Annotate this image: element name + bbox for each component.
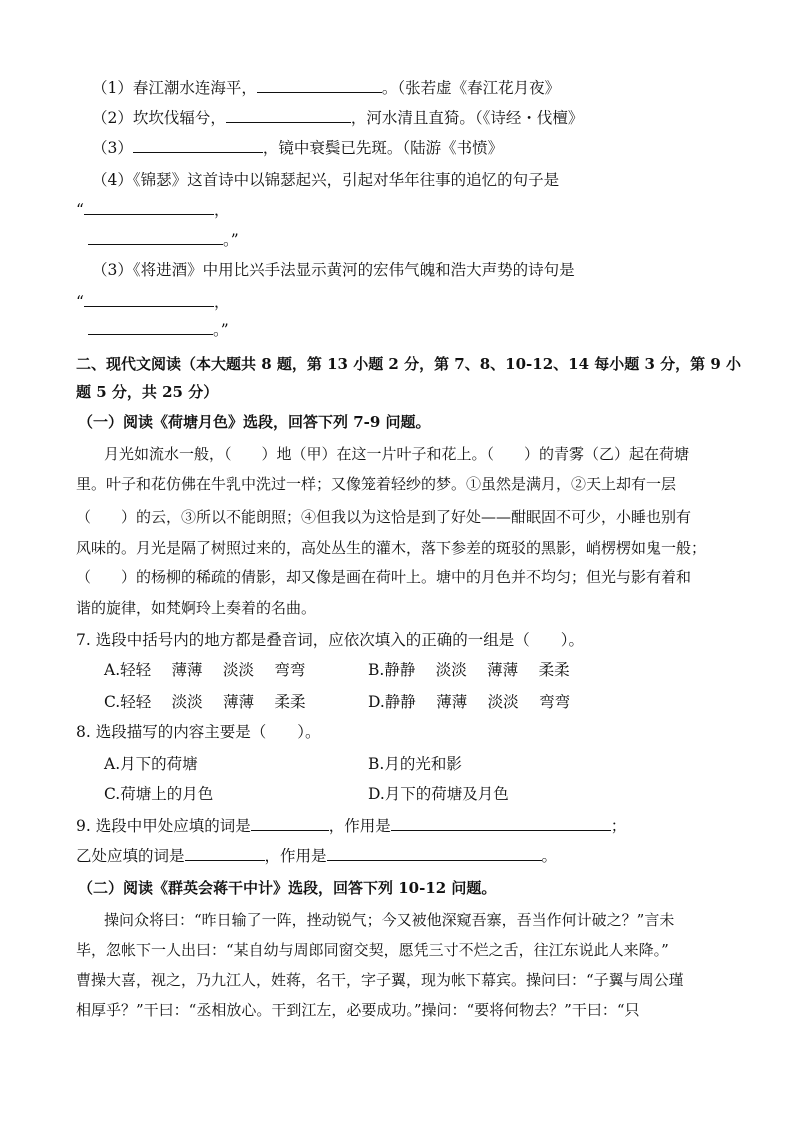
- option-a[interactable]: A.月下的荷塘: [104, 755, 198, 773]
- question-8: 8. 选段描写的内容主要是（ ）。: [76, 723, 321, 741]
- poem-item-5-line1: [76, 290, 229, 314]
- answer-blank[interactable]: [88, 228, 223, 245]
- answer-blank[interactable]: [88, 318, 213, 335]
- passage-line: 风味的。月光是隔了树照过来的，高处丛生的灌木，落下参差的斑驳的黑影，峭楞楞如鬼一般；: [76, 539, 707, 557]
- poem-text: 春江潮水连海平，: [132, 79, 257, 97]
- poem-number: （2）: [92, 109, 133, 127]
- close-quote: 。”: [223, 231, 239, 249]
- option-b[interactable]: B.静静 淡淡 薄薄 柔柔: [368, 661, 570, 679]
- question-9-text: ；: [610, 817, 627, 835]
- poem-item-4: （4）《锦瑟》这首诗中以锦瑟起兴，引起对华年往事的追忆的句子是: [92, 171, 560, 189]
- option-a[interactable]: A.轻轻 薄薄 淡淡 弯弯: [104, 661, 306, 679]
- option-d[interactable]: D.静静 薄薄 淡淡 弯弯: [368, 693, 571, 711]
- answer-blank[interactable]: [84, 198, 214, 215]
- open-quote: “: [76, 201, 84, 219]
- part-title: （二）阅读《群英会蒋干中计》选段，回答下列 10-12 问题。: [78, 879, 497, 897]
- poem-number: （1）: [92, 79, 133, 97]
- answer-blank[interactable]: [84, 290, 214, 307]
- answer-blank[interactable]: [133, 136, 263, 153]
- passage-line: 相厚乎？”干曰：“丞相放心。干到江左，必要成功。”操问：“要将何物去？”干曰：“只: [76, 1001, 640, 1019]
- poem-item-4-line2: [88, 228, 239, 252]
- answer-blank[interactable]: [251, 814, 329, 831]
- part-title: （一）阅读《荷塘月色》选段，回答下列 7-9 问题。: [78, 413, 431, 431]
- answer-blank[interactable]: [226, 106, 351, 123]
- question-7: 7. 选段中括号内的地方都是叠音词，应依次填入的正确的一组是（ ）。: [76, 631, 584, 649]
- poem-source: ，镜中衰鬓已先斑。（陆游《书愤》: [262, 139, 504, 157]
- poem-source: 。（张若虚《春江花月夜》: [381, 79, 561, 97]
- question-9-text: 。: [541, 847, 558, 865]
- close-quote: 。”: [213, 321, 229, 339]
- poem-source: ，河水清且直猗。（《诗经・伐檀》: [350, 109, 584, 127]
- poem-item-5-line2: [88, 318, 229, 342]
- question-9-text: 乙处应填的词是: [76, 847, 185, 865]
- comma: ，: [213, 201, 230, 219]
- poem-item-4-line1: [76, 198, 229, 222]
- poem-item-5: （3）《将进酒》中用比兴手法显示黄河的宏伟气魄和浩大声势的诗句是: [92, 261, 575, 279]
- poem-item-1: [92, 76, 560, 100]
- passage-line: 曹操大喜，视之，乃九江人，姓蒋，名干，字子翼，现为帐下幕宾。操问曰：“子翼与周公瑾: [76, 971, 684, 989]
- poem-number: （3）: [92, 139, 133, 157]
- passage-line: 毕，忽帐下一人出曰：“某自幼与周郎同窗交契，愿凭三寸不烂之舌，往江东说此人来降。”: [76, 941, 669, 959]
- question-9-text: 9. 选段中甲处应填的词是: [76, 817, 251, 835]
- passage-line: （ ）的云，③所以不能朗照；④但我以为这恰是到了好处——酣眠固不可少，小睡也别有: [76, 508, 692, 526]
- option-c[interactable]: C.荷塘上的月色: [104, 785, 214, 803]
- passage-line: 操问众将曰：“昨日输了一阵，挫动锐气；今又被他深窥吾寨，吾当作何计破之？”言未: [104, 911, 675, 929]
- comma: ，: [213, 293, 230, 311]
- answer-blank[interactable]: [391, 814, 611, 831]
- passage-line: 月光如流水一般，（ ）地（甲）在这一片叶子和花上。（ ）的青雾（乙）起在荷塘: [104, 445, 690, 463]
- passage-line: （ ）的杨柳的稀疏的倩影，却又像是画在荷叶上。塘中的月色并不均匀；但光与影有着和: [76, 568, 692, 586]
- open-quote: “: [76, 293, 84, 311]
- section-heading-cont: 题 5 分，共 25 分）: [76, 383, 219, 401]
- option-b[interactable]: B.月的光和影: [368, 755, 462, 773]
- passage-line: 谐的旋律，如梵婀玲上奏着的名曲。: [76, 599, 317, 617]
- option-d[interactable]: D.月下的荷塘及月色: [368, 785, 509, 803]
- answer-blank[interactable]: [327, 844, 542, 861]
- passage-line: 里。叶子和花仿佛在牛乳中洗过一样；又像笼着轻纱的梦。①虽然是满月，②天上却有一层: [76, 475, 677, 493]
- section-heading: 二、现代文阅读（本大题共 8 题，第 13 小题 2 分，第 7、8、10-12、14 每小题 3 分，第 9 小: [76, 355, 742, 373]
- answer-blank[interactable]: [257, 76, 382, 93]
- question-9-text: ，作用是: [264, 847, 327, 865]
- answer-blank[interactable]: [185, 844, 265, 861]
- option-c[interactable]: C.轻轻 淡淡 薄薄 柔柔: [104, 693, 306, 711]
- poem-item-2: [92, 106, 583, 130]
- question-9-text: ，作用是: [328, 817, 391, 835]
- question-9-line2: [76, 844, 557, 868]
- question-9-line1: [76, 814, 626, 838]
- poem-item-3: [92, 136, 503, 160]
- poem-text: 坎坎伐辐兮，: [132, 109, 226, 127]
